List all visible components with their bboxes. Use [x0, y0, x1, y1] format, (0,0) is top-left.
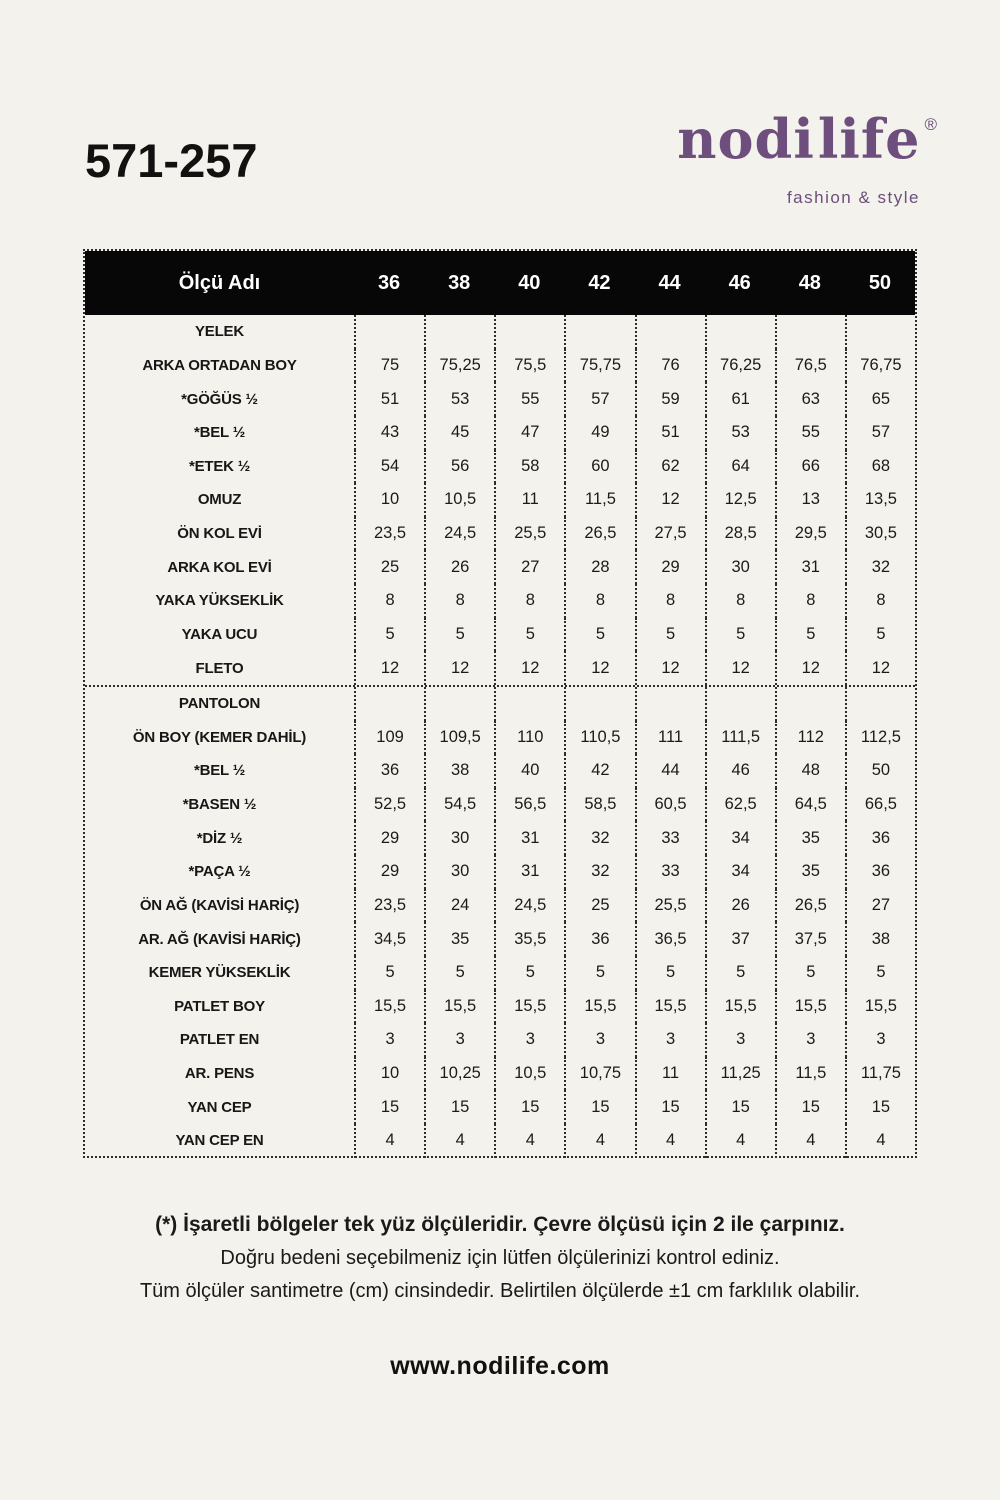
table-row	[85, 584, 915, 618]
size-value-cell: 33	[635, 821, 705, 855]
size-value-cell: 15	[564, 1090, 634, 1124]
row-label: PATLET BOY	[174, 997, 265, 1015]
size-value-cell: 15	[354, 1090, 424, 1124]
size-value-cell: 5	[424, 956, 494, 990]
size-value-cell: 5	[705, 956, 775, 990]
size-column-header: 50	[868, 271, 892, 294]
row-label: KEMER YÜKSEKLİK	[148, 964, 291, 982]
row-label: YAKA UCU	[181, 625, 258, 643]
size-value-cell: 29	[354, 855, 424, 889]
row-label: AR. PENS	[184, 1065, 255, 1083]
size-value-cell: 37,5	[775, 922, 845, 956]
size-value-cell: 5	[354, 618, 424, 652]
size-value-cell: 30	[424, 821, 494, 855]
section-row	[85, 315, 915, 349]
size-value-cell: 50	[845, 754, 915, 788]
size-value-cell: 25	[354, 550, 424, 584]
size-value-cell: 34,5	[354, 922, 424, 956]
size-value-cell: 32	[845, 550, 915, 584]
size-value-cell: 35,5	[494, 922, 564, 956]
size-value-cell: 64	[705, 450, 775, 484]
size-value-cell: 54	[354, 450, 424, 484]
size-value-cell: 63	[775, 382, 845, 416]
table-row	[85, 349, 915, 383]
size-value-cell: 35	[775, 821, 845, 855]
row-label: PATLET EN	[179, 1031, 260, 1049]
size-value-cell: 25	[564, 889, 634, 923]
size-value-cell: 29	[354, 821, 424, 855]
size-value-cell: 11,5	[775, 1057, 845, 1091]
size-value-cell: 48	[775, 754, 845, 788]
size-value-cell: 76,25	[705, 349, 775, 383]
size-value-cell: 109,5	[424, 721, 494, 755]
row-label: FLETO	[195, 659, 244, 677]
size-value-cell: 75,5	[494, 349, 564, 383]
size-value-cell	[424, 315, 494, 349]
size-value-cell: 8	[494, 584, 564, 618]
size-value-cell	[775, 315, 845, 349]
size-value-cell: 5	[424, 618, 494, 652]
size-value-cell: 112,5	[845, 721, 915, 755]
row-label: PANTOLON	[178, 695, 261, 713]
size-value-cell: 25,5	[635, 889, 705, 923]
size-value-cell: 12,5	[705, 483, 775, 517]
table-row	[85, 1090, 915, 1124]
size-value-cell: 76,5	[775, 349, 845, 383]
size-column-header: 36	[377, 271, 401, 294]
size-value-cell: 75,75	[564, 349, 634, 383]
size-value-cell: 15	[845, 1090, 915, 1124]
size-value-cell: 38	[845, 922, 915, 956]
size-value-cell: 45	[424, 416, 494, 450]
size-value-cell: 8	[705, 584, 775, 618]
size-table	[83, 249, 917, 1158]
size-value-cell: 15	[775, 1090, 845, 1124]
size-value-cell: 31	[775, 550, 845, 584]
table-row	[85, 855, 915, 889]
size-value-cell: 23,5	[354, 517, 424, 551]
size-value-cell: 28,5	[705, 517, 775, 551]
size-value-cell: 111	[635, 721, 705, 755]
size-value-cell: 46	[705, 754, 775, 788]
size-value-cell: 30	[424, 855, 494, 889]
size-value-cell: 26	[424, 550, 494, 584]
size-value-cell: 29	[635, 550, 705, 584]
size-value-cell: 12	[564, 651, 634, 685]
size-value-cell: 30,5	[845, 517, 915, 551]
row-label: OMUZ	[197, 491, 242, 509]
row-label: *BEL ½	[193, 762, 246, 780]
size-value-cell	[354, 687, 424, 721]
size-value-cell: 4	[424, 1124, 494, 1158]
size-value-cell: 15,5	[564, 990, 634, 1024]
size-value-cell: 51	[635, 416, 705, 450]
size-value-cell: 12	[775, 651, 845, 685]
table-row	[85, 788, 915, 822]
size-value-cell: 53	[424, 382, 494, 416]
size-value-cell: 3	[845, 1023, 915, 1057]
size-value-cell: 55	[775, 416, 845, 450]
size-value-cell: 5	[845, 618, 915, 652]
size-table-header	[85, 251, 915, 315]
size-value-cell: 27	[494, 550, 564, 584]
size-value-cell: 36	[845, 855, 915, 889]
size-value-cell: 34	[705, 855, 775, 889]
size-value-cell: 68	[845, 450, 915, 484]
row-label: YAN CEP EN	[175, 1132, 264, 1150]
size-value-cell: 27	[845, 889, 915, 923]
size-value-cell	[494, 687, 564, 721]
size-value-cell: 11	[635, 1057, 705, 1091]
size-value-cell: 10	[354, 1057, 424, 1091]
size-value-cell: 44	[635, 754, 705, 788]
size-value-cell: 36	[845, 821, 915, 855]
measurement-notes	[0, 1212, 1000, 1311]
size-value-cell	[705, 315, 775, 349]
size-value-cell: 13	[775, 483, 845, 517]
size-value-cell: 47	[494, 416, 564, 450]
size-value-cell: 15	[635, 1090, 705, 1124]
size-value-cell: 24	[424, 889, 494, 923]
table-row	[85, 618, 915, 652]
size-value-cell: 11,25	[705, 1057, 775, 1091]
table-row	[85, 651, 915, 687]
brand-logo-wordmark	[677, 107, 938, 180]
size-value-cell: 15,5	[845, 990, 915, 1024]
size-value-cell: 52,5	[354, 788, 424, 822]
size-value-cell: 58	[494, 450, 564, 484]
size-value-cell: 3	[775, 1023, 845, 1057]
row-label: YAN CEP	[187, 1098, 252, 1116]
size-value-cell: 30	[705, 550, 775, 584]
row-label: *BEL ½	[193, 424, 246, 442]
size-value-cell: 65	[845, 382, 915, 416]
table-row	[85, 483, 915, 517]
size-value-cell: 35	[424, 922, 494, 956]
note-line-2: Doğru bedeni seçebilmeniz için lütfen ölçülerinizi kontrol ediniz.	[220, 1247, 780, 1269]
size-value-cell: 54,5	[424, 788, 494, 822]
row-label: ÖN AĞ (KAVİSİ HARİÇ)	[139, 896, 300, 914]
size-value-cell: 55	[494, 382, 564, 416]
table-row	[85, 1057, 915, 1091]
logo-text-nodi: nodi	[677, 107, 815, 171]
size-value-cell: 8	[845, 584, 915, 618]
size-value-cell	[494, 315, 564, 349]
size-value-cell: 4	[775, 1124, 845, 1158]
table-row	[85, 990, 915, 1024]
size-value-cell: 15,5	[424, 990, 494, 1024]
size-value-cell: 76	[635, 349, 705, 383]
size-value-cell: 53	[705, 416, 775, 450]
size-value-cell: 59	[635, 382, 705, 416]
section-row	[85, 687, 915, 721]
size-value-cell: 57	[845, 416, 915, 450]
row-label: YAKA YÜKSEKLİK	[155, 592, 284, 610]
size-value-cell: 3	[354, 1023, 424, 1057]
row-label: AR. AĞ (KAVİSİ HARİÇ)	[138, 930, 301, 948]
size-value-cell: 4	[635, 1124, 705, 1158]
size-value-cell: 64,5	[775, 788, 845, 822]
size-value-cell: 5	[564, 956, 634, 990]
table-row	[85, 450, 915, 484]
size-value-cell: 15	[705, 1090, 775, 1124]
size-value-cell: 31	[494, 821, 564, 855]
size-value-cell: 10,5	[494, 1057, 564, 1091]
row-label: *PAÇA ½	[188, 863, 251, 881]
size-value-cell: 23,5	[354, 889, 424, 923]
size-value-cell: 12	[635, 651, 705, 685]
size-value-cell: 43	[354, 416, 424, 450]
size-value-cell: 5	[775, 618, 845, 652]
row-label: ARKA ORTADAN BOY	[142, 356, 297, 374]
website-url: www.nodilife.com	[390, 1352, 610, 1380]
table-row	[85, 517, 915, 551]
size-value-cell: 15,5	[705, 990, 775, 1024]
table-row	[85, 956, 915, 990]
size-value-cell: 57	[564, 382, 634, 416]
brand-logo	[677, 107, 938, 222]
size-value-cell: 3	[424, 1023, 494, 1057]
size-value-cell: 3	[635, 1023, 705, 1057]
size-value-cell: 15,5	[354, 990, 424, 1024]
size-value-cell: 26,5	[775, 889, 845, 923]
size-value-cell: 40	[494, 754, 564, 788]
size-value-cell: 11,75	[845, 1057, 915, 1091]
size-value-cell: 76,75	[845, 349, 915, 383]
table-row	[85, 382, 915, 416]
size-column-header: 38	[448, 271, 471, 294]
size-value-cell: 8	[564, 584, 634, 618]
table-row	[85, 889, 915, 923]
size-value-cell: 13,5	[845, 483, 915, 517]
product-code: 571-257	[85, 134, 258, 187]
size-value-cell	[635, 315, 705, 349]
brand-tagline: fashion & style	[786, 188, 920, 207]
size-value-cell: 8	[635, 584, 705, 618]
size-value-cell: 15	[424, 1090, 494, 1124]
size-value-cell: 60,5	[635, 788, 705, 822]
size-value-cell	[354, 315, 424, 349]
size-column-header: 46	[728, 271, 751, 294]
size-value-cell: 5	[564, 618, 634, 652]
row-label: *ETEK ½	[188, 457, 251, 475]
size-value-cell: 11	[494, 483, 564, 517]
size-value-cell: 112	[775, 721, 845, 755]
size-value-cell: 15,5	[494, 990, 564, 1024]
table-row	[85, 1023, 915, 1057]
measure-name-header: Ölçü Adı	[178, 271, 261, 294]
size-table-body	[85, 315, 915, 1158]
size-value-cell: 110,5	[564, 721, 634, 755]
size-column-header: 40	[518, 271, 541, 294]
size-value-cell: 75	[354, 349, 424, 383]
size-value-cell: 12	[494, 651, 564, 685]
size-value-cell: 8	[775, 584, 845, 618]
size-value-cell: 8	[424, 584, 494, 618]
size-value-cell: 5	[354, 956, 424, 990]
logo-text-life: life	[817, 107, 921, 171]
size-value-cell: 10	[354, 483, 424, 517]
table-row	[85, 721, 915, 755]
size-value-cell: 3	[494, 1023, 564, 1057]
size-value-cell	[564, 687, 634, 721]
size-value-cell: 27,5	[635, 517, 705, 551]
size-value-cell: 66	[775, 450, 845, 484]
size-value-cell: 24,5	[424, 517, 494, 551]
row-label: ÖN KOL EVİ	[177, 525, 262, 543]
size-value-cell: 33	[635, 855, 705, 889]
size-value-cell: 56	[424, 450, 494, 484]
size-value-cell: 32	[564, 821, 634, 855]
size-value-cell: 36	[564, 922, 634, 956]
table-row	[85, 550, 915, 584]
size-value-cell: 62	[635, 450, 705, 484]
size-value-cell: 35	[775, 855, 845, 889]
size-value-cell: 15,5	[635, 990, 705, 1024]
size-value-cell: 32	[564, 855, 634, 889]
size-value-cell: 10,75	[564, 1057, 634, 1091]
size-value-cell: 42	[564, 754, 634, 788]
size-value-cell: 12	[705, 651, 775, 685]
size-value-cell: 109	[354, 721, 424, 755]
size-value-cell: 25,5	[494, 517, 564, 551]
size-value-cell: 60	[564, 450, 634, 484]
table-row	[85, 922, 915, 956]
size-value-cell	[424, 687, 494, 721]
size-value-cell: 5	[494, 618, 564, 652]
row-label: *BASEN ½	[182, 796, 257, 814]
size-value-cell: 36	[354, 754, 424, 788]
size-value-cell: 12	[424, 651, 494, 685]
size-value-cell: 5	[635, 618, 705, 652]
size-value-cell	[775, 687, 845, 721]
size-value-cell: 15,5	[775, 990, 845, 1024]
size-value-cell: 5	[635, 956, 705, 990]
size-value-cell: 26	[705, 889, 775, 923]
size-value-cell: 62,5	[705, 788, 775, 822]
size-value-cell: 28	[564, 550, 634, 584]
size-value-cell: 5	[705, 618, 775, 652]
size-value-cell: 31	[494, 855, 564, 889]
size-value-cell: 51	[354, 382, 424, 416]
size-column-header: 42	[588, 271, 611, 294]
size-value-cell: 56,5	[494, 788, 564, 822]
size-column-header: 44	[658, 271, 681, 294]
size-value-cell: 37	[705, 922, 775, 956]
size-value-cell: 49	[564, 416, 634, 450]
size-value-cell: 5	[494, 956, 564, 990]
size-value-cell: 26,5	[564, 517, 634, 551]
table-row	[85, 754, 915, 788]
row-label: *DİZ ½	[196, 829, 243, 847]
size-value-cell: 4	[705, 1124, 775, 1158]
size-value-cell	[845, 315, 915, 349]
size-value-cell: 29,5	[775, 517, 845, 551]
size-value-cell: 66,5	[845, 788, 915, 822]
size-value-cell: 58,5	[564, 788, 634, 822]
size-value-cell: 10,5	[424, 483, 494, 517]
row-label: ÖN BOY (KEMER DAHİL)	[132, 728, 307, 746]
size-value-cell: 15	[494, 1090, 564, 1124]
size-value-cell: 3	[564, 1023, 634, 1057]
size-value-cell: 61	[705, 382, 775, 416]
size-value-cell: 38	[424, 754, 494, 788]
size-value-cell: 4	[564, 1124, 634, 1158]
size-value-cell: 111,5	[705, 721, 775, 755]
registered-trademark-icon: ®	[924, 115, 938, 134]
size-value-cell: 3	[705, 1023, 775, 1057]
size-value-cell: 4	[845, 1124, 915, 1158]
note-line-1: (*) İşaretli bölgeler tek yüz ölçüleridir. Çevre ölçüsü için 2 ile çarpınız.	[155, 1213, 845, 1236]
size-value-cell: 36,5	[635, 922, 705, 956]
row-label: ARKA KOL EVİ	[167, 558, 272, 576]
note-line-3: Tüm ölçüler santimetre (cm) cinsindedir. Belirtilen ölçülerde ±1 cm farklılık olabilir.	[139, 1280, 861, 1302]
size-value-cell: 5	[775, 956, 845, 990]
size-value-cell	[635, 687, 705, 721]
row-label: YELEK	[194, 323, 244, 341]
size-value-cell: 34	[705, 821, 775, 855]
size-value-cell: 24,5	[494, 889, 564, 923]
size-value-cell: 4	[354, 1124, 424, 1158]
size-value-cell: 11,5	[564, 483, 634, 517]
size-value-cell	[845, 687, 915, 721]
size-value-cell: 8	[354, 584, 424, 618]
size-value-cell: 110	[494, 721, 564, 755]
table-row	[85, 416, 915, 450]
table-row	[85, 1124, 915, 1158]
size-value-cell: 5	[845, 956, 915, 990]
size-column-header: 48	[798, 271, 821, 294]
size-value-cell	[705, 687, 775, 721]
row-label: *GÖĞÜS ½	[181, 390, 258, 408]
size-value-cell: 10,25	[424, 1057, 494, 1091]
size-value-cell: 12	[635, 483, 705, 517]
size-value-cell: 12	[354, 651, 424, 685]
size-value-cell	[564, 315, 634, 349]
size-value-cell: 12	[845, 651, 915, 685]
size-value-cell: 4	[494, 1124, 564, 1158]
size-value-cell: 75,25	[424, 349, 494, 383]
table-row	[85, 821, 915, 855]
